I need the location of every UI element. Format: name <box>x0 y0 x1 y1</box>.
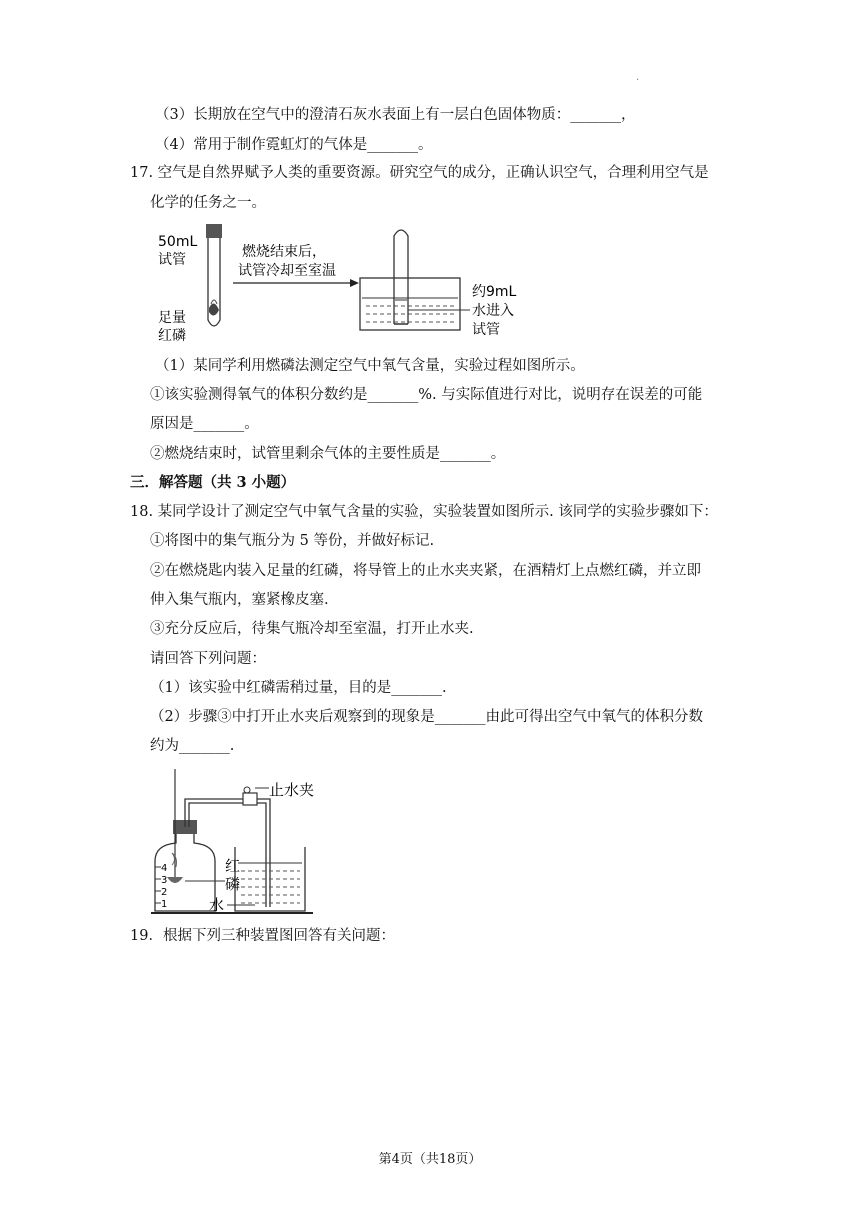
q16-item4: （4）常用于制作霓虹灯的气体是_______。 <box>155 137 433 153</box>
water-label-2: 水进入 <box>472 303 514 319</box>
water-label-1: 约9mL <box>472 284 517 300</box>
q17-sub1-b: ②燃烧结束时，试管里剩余气体的主要性质是_______。 <box>150 446 506 462</box>
mark-4: 4 <box>161 863 168 874</box>
arrow-head-icon <box>350 279 359 287</box>
page-footer: 第4页（共18页） <box>378 1152 482 1167</box>
q17-sub1-a-line2: 原因是_______。 <box>150 416 259 432</box>
section3-title: 三．解答题（共 3 小题） <box>130 474 296 491</box>
arrow-label-2: 试管冷却至室温 <box>238 263 336 279</box>
q18-sub2-line1: （2）步骤③中打开止水夹后观察到的现象是_______由此可得出空气中氧气的体积分数 <box>150 709 703 725</box>
q16-item3: （3）长期放在空气中的澄清石灰水表面上有一层白色固体物质：_______， <box>155 107 636 123</box>
q17-sub1-a-line1: ①该实验测得氧气的体积分数约是_______%. 与实际值进行对比，说明存在误差的可能 <box>150 387 703 403</box>
mark-3: 3 <box>161 875 168 886</box>
q18-step2-line1: ②在燃烧匙内装入足量的红磷，将导管上的止水夹夹紧，在酒精灯上点燃红磷，并立即 <box>150 563 701 579</box>
water-clamp-icon <box>243 787 269 805</box>
header-mark: . <box>636 72 640 83</box>
water-label: 水 <box>209 896 225 914</box>
q18-apparatus-figure <box>145 765 345 920</box>
q17-figure <box>150 220 550 345</box>
test-tube-with-phosphorus <box>206 224 222 326</box>
mark-1: 1 <box>161 899 168 910</box>
phosphorus-label-2: 磷 <box>225 875 241 893</box>
q19-stem: 19．根据下列三种装置图回答有关问题： <box>130 928 395 944</box>
tube-label-2: 试管 <box>158 252 186 268</box>
water-trough <box>360 278 460 330</box>
q18-sub1: （1）该实验中红磷需稍过量，目的是_______. <box>150 680 447 696</box>
q17-sub1: （1）某同学利用燃磷法测定空气中氧气含量，实验过程如图所示。 <box>155 358 585 374</box>
water-label-3: 试管 <box>472 322 500 338</box>
q18-prompt: 请回答下列问题： <box>150 651 266 667</box>
phosphorus-label-1: 足量 <box>158 310 186 326</box>
arrow-label-1: 燃烧结束后， <box>242 244 326 260</box>
inverted-test-tube <box>394 230 408 324</box>
tube-label-1: 50mL <box>158 234 198 250</box>
q17-stem-line1: 17. 空气是自然界赋予人类的重要资源。研究空气的成分，正确认识空气，合理利用空气是 <box>130 165 709 181</box>
mark-2: 2 <box>161 887 168 898</box>
clamp-label: 止水夹 <box>269 781 315 799</box>
phosphorus-label-2: 红磷 <box>158 328 186 344</box>
phosphorus-label-1: 红 <box>225 857 241 875</box>
q18-stem: 18. 某同学设计了测定空气中氧气含量的实验，实验装置如图所示. 该同学的实验步骤如下： <box>130 504 718 520</box>
q18-step1: ①将图中的集气瓶分为 5 等份，并做好标记. <box>150 533 435 549</box>
q18-step2-line2: 伸入集气瓶内，塞紧橡皮塞. <box>150 592 329 608</box>
q18-sub2-line2: 约为_______. <box>150 738 235 754</box>
q18-step3: ③充分反应后，待集气瓶冷却至室温，打开止水夹. <box>150 621 474 637</box>
q17-stem-line2: 化学的任务之一。 <box>150 195 266 211</box>
